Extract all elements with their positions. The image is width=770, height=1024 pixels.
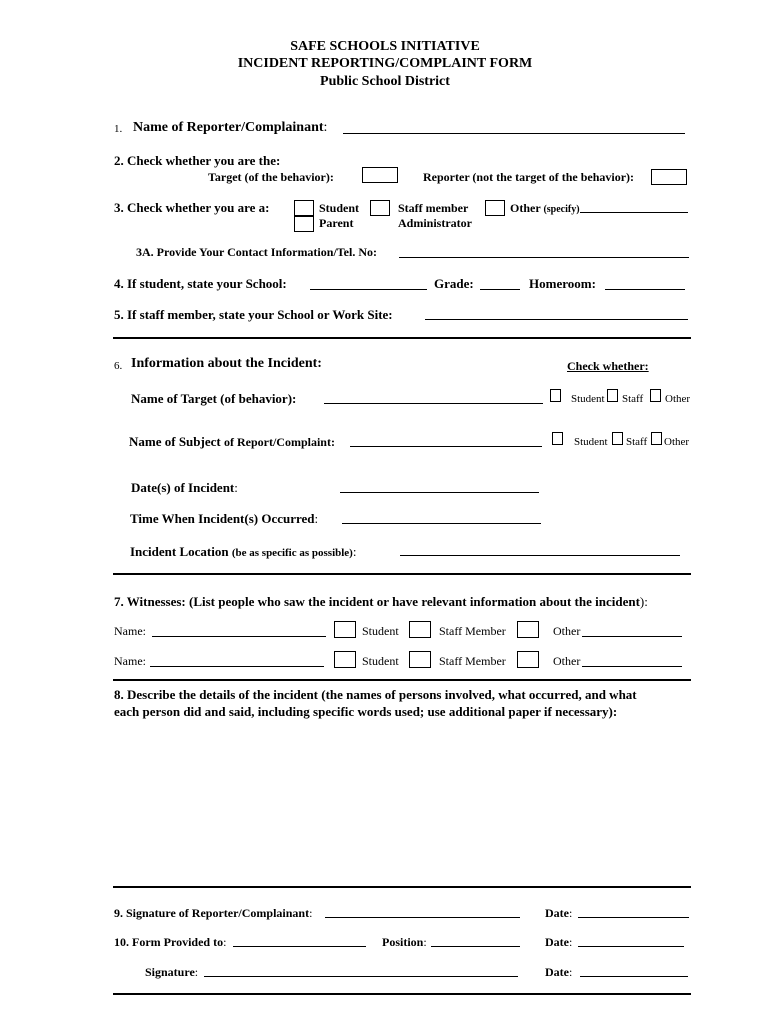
s3-other-label: Other (specify) [510, 201, 580, 215]
subject-staff-label: Staff [626, 436, 648, 448]
parent-checkbox[interactable] [294, 216, 314, 232]
witness2-name-label: Name: [114, 654, 146, 668]
subject-other-label: Other [664, 436, 690, 448]
s10-date-label: Date: [545, 935, 573, 949]
section-divider [113, 573, 691, 575]
s2-label: 2. Check whether you are the: [114, 153, 281, 168]
subject-other-checkbox[interactable] [651, 432, 662, 445]
s8-label-line1: 8. Describe the details of the incident (the names of persons involved, what occurred, and what [114, 687, 637, 702]
section-divider [113, 886, 691, 888]
form-title-line3: Public School District [320, 74, 450, 89]
target-staff-label: Staff [622, 393, 644, 405]
subject-student-label: Student [574, 436, 608, 448]
witness1-staff-checkbox[interactable] [409, 621, 431, 638]
s10-date-field[interactable] [578, 946, 684, 947]
s9-date-field[interactable] [578, 917, 689, 918]
form-provided-to-field[interactable] [233, 946, 366, 947]
witness1-other-label: Other [553, 624, 581, 638]
witness1-other-field[interactable] [582, 636, 682, 637]
s3-staff-label: Staff member [398, 201, 469, 215]
s10-date2-field[interactable] [580, 976, 688, 977]
s2-reporter-label: Reporter (not the target of the behavior): [423, 170, 635, 184]
s4-label: 4. If student, state your School: [114, 276, 287, 291]
section-divider [113, 337, 691, 339]
student-checkbox[interactable] [294, 200, 314, 216]
s6-time-label: Time When Incident(s) Occurred: [130, 511, 319, 526]
s4-homeroom-label: Homeroom: [529, 276, 596, 291]
s6-target-label: Name of Target (of behavior): [131, 391, 297, 406]
s7-label: 7. Witnesses: (List people who saw the incident or have relevant information about the incident): [114, 594, 648, 609]
incident-location-field[interactable] [400, 555, 680, 556]
witness2-student-checkbox[interactable] [334, 651, 356, 668]
incident-time-field[interactable] [342, 523, 541, 524]
s6-location-label: Incident Location (be as specific as possible): [130, 544, 357, 559]
s6-check-whether: Check whether: [567, 359, 649, 373]
homeroom-field[interactable] [605, 289, 685, 290]
witness1-name-label: Name: [114, 624, 146, 638]
incident-details-area[interactable] [114, 722, 690, 882]
s9-date-label: Date: [545, 906, 573, 920]
witness2-name-field[interactable] [150, 666, 324, 667]
target-student-label: Student [571, 393, 605, 405]
target-name-field[interactable] [324, 403, 543, 404]
other-specify-field[interactable] [580, 212, 688, 213]
witness1-staff-label: Staff Member [439, 624, 506, 638]
s1-label: Name of Reporter/Complainant: [133, 120, 328, 135]
s6-number: 6. [114, 360, 123, 372]
s6-dates-label: Date(s) of Incident: [131, 480, 238, 495]
reporter-checkbox[interactable] [651, 169, 687, 185]
work-site-field[interactable] [425, 319, 688, 320]
witness1-student-checkbox[interactable] [334, 621, 356, 638]
target-student-checkbox[interactable] [550, 389, 561, 402]
s3-label: 3. Check whether you are a: [114, 200, 270, 215]
s6-subject-label: Name of Subject of Report/Complaint: [129, 434, 335, 449]
reporter-name-field[interactable] [343, 133, 685, 134]
s3-student-label: Student [319, 201, 360, 215]
s9-label: 9. Signature of Reporter/Complainant: [114, 906, 313, 920]
s10-position-label: Position: [382, 935, 427, 949]
s3-parent-label: Parent [319, 216, 354, 230]
target-other-checkbox[interactable] [650, 389, 661, 402]
witness2-student-label: Student [362, 654, 399, 668]
s6-label: Information about the Incident: [131, 356, 322, 371]
grade-field[interactable] [480, 289, 520, 290]
witness1-name-field[interactable] [152, 636, 326, 637]
s5-label: 5. If staff member, state your School or Work Site: [114, 307, 393, 322]
s3-admin-label: Administrator [398, 216, 472, 230]
section-divider [113, 679, 691, 681]
target-checkbox[interactable] [362, 167, 398, 183]
staff-member-checkbox[interactable] [370, 200, 390, 216]
witness1-student-label: Student [362, 624, 399, 638]
contact-info-field[interactable] [399, 257, 689, 258]
section-divider [113, 993, 691, 995]
witness2-staff-checkbox[interactable] [409, 651, 431, 668]
subject-staff-checkbox[interactable] [612, 432, 623, 445]
target-other-label: Other [665, 393, 691, 405]
witness1-other-checkbox[interactable] [517, 621, 539, 638]
subject-student-checkbox[interactable] [552, 432, 563, 445]
s4-grade-label: Grade: [434, 276, 474, 291]
s10-signature-label: Signature: [145, 965, 199, 979]
s10-date2-label: Date: [545, 965, 573, 979]
position-field[interactable] [431, 946, 520, 947]
witness2-other-field[interactable] [582, 666, 682, 667]
witness2-staff-label: Staff Member [439, 654, 506, 668]
witness2-other-label: Other [553, 654, 581, 668]
s3a-label: 3A. Provide Your Contact Information/Tel. No: [136, 245, 377, 259]
staff-signature-field[interactable] [204, 976, 518, 977]
subject-name-field[interactable] [350, 446, 542, 447]
reporter-signature-field[interactable] [325, 917, 520, 918]
incident-dates-field[interactable] [340, 492, 539, 493]
school-field[interactable] [310, 289, 427, 290]
s8-label-line2: each person did and said, including specific words used; use additional paper if necessary): [114, 704, 618, 719]
form-title-line1: SAFE SCHOOLS INITIATIVE [290, 39, 480, 54]
s10-label: 10. Form Provided to: [114, 935, 227, 949]
target-staff-checkbox[interactable] [607, 389, 618, 402]
other-checkbox[interactable] [485, 200, 505, 216]
s2-target-label: Target (of the behavior): [208, 170, 334, 184]
witness2-other-checkbox[interactable] [517, 651, 539, 668]
s1-number: 1. [114, 123, 123, 135]
form-title-line2: INCIDENT REPORTING/COMPLAINT FORM [237, 56, 533, 71]
